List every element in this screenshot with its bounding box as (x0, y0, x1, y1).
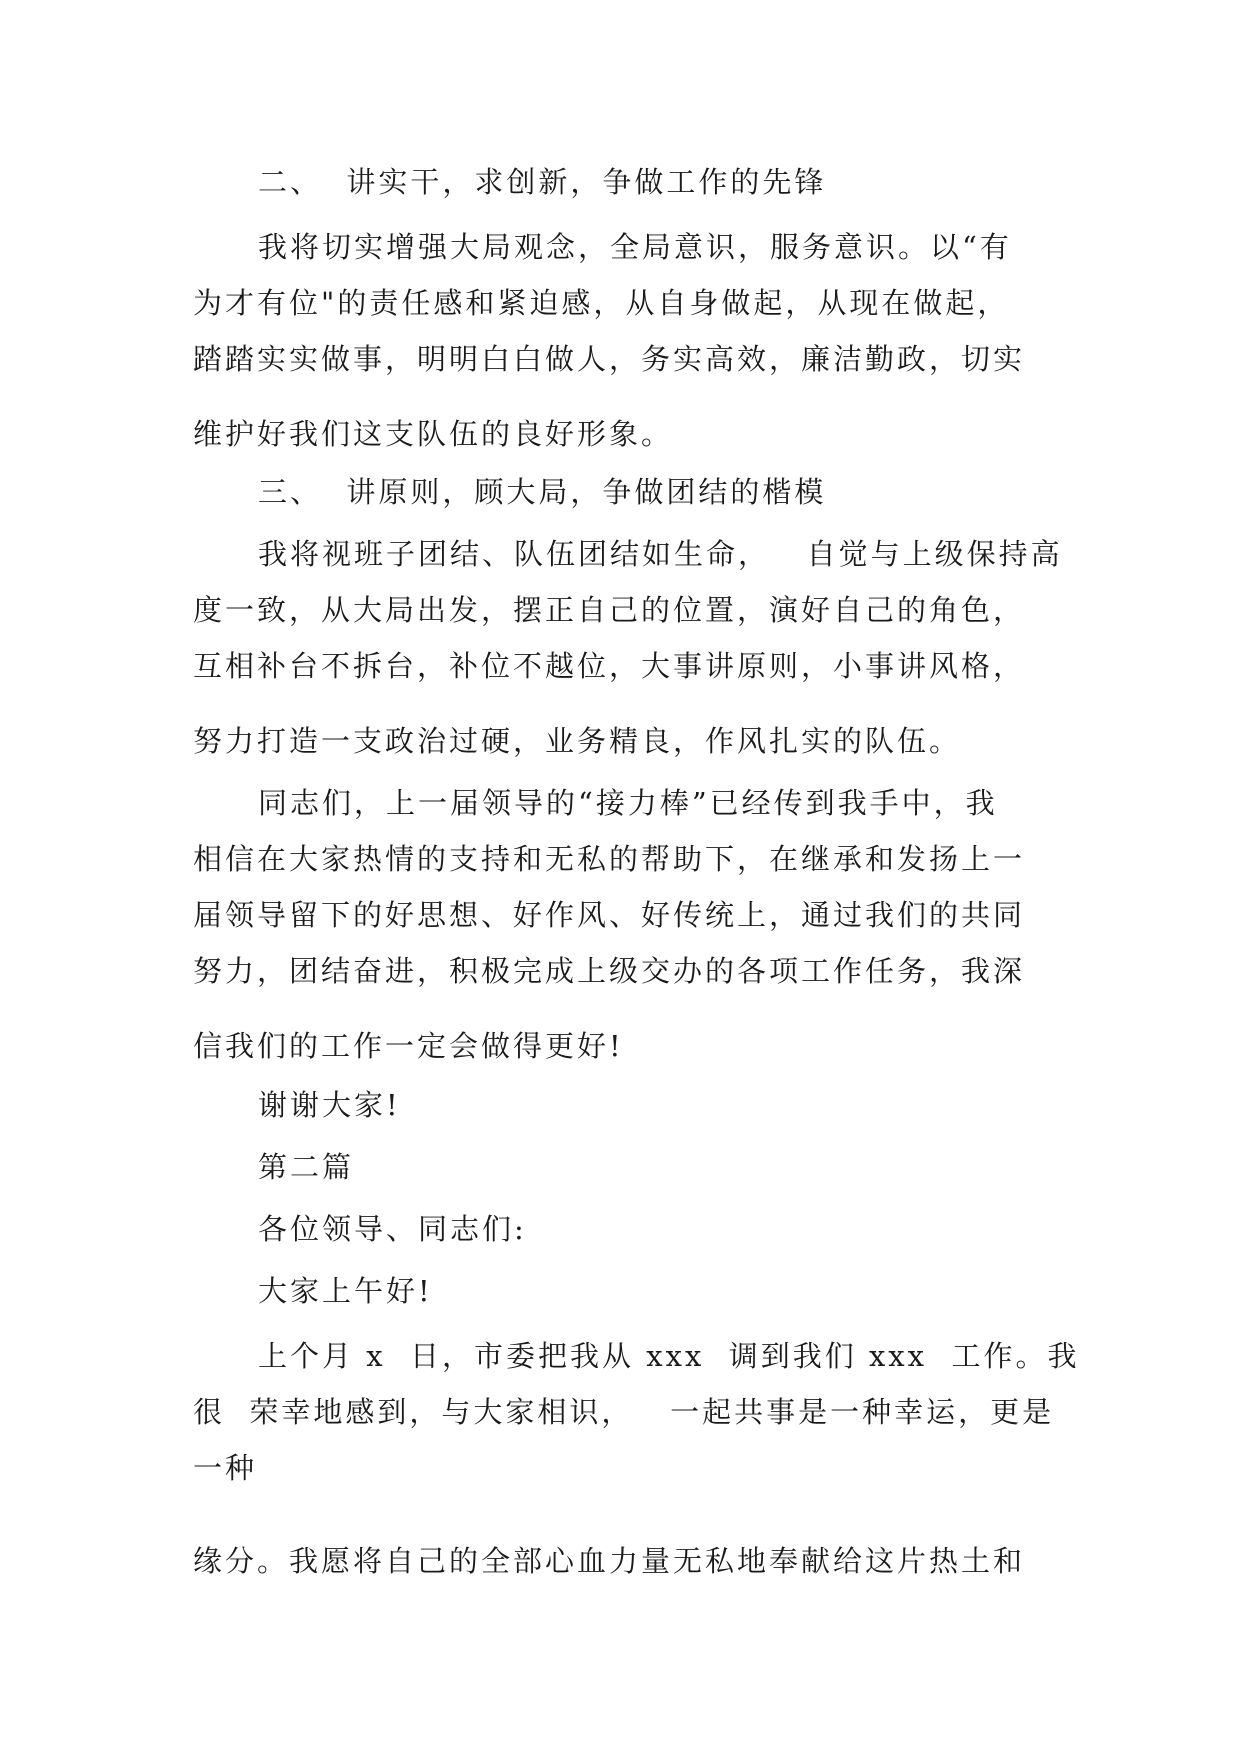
paragraph-line: 缘分。我愿将自己的全部心血力量无私地奉献给这片热土和 (193, 1544, 1026, 1578)
paragraph-line: 互相补台不拆台，补位不越位，大事讲原则，小事讲风格， (193, 649, 1026, 683)
section-heading-2: 二、 讲实干，求创新，争做工作的先锋 (258, 165, 827, 199)
paragraph-line: 踏踏实实做事，明明白白做人，务实高效，廉洁勤政，切实 (193, 342, 1026, 376)
paragraph-line: 相信在大家热情的支持和无私的帮助下，在继承和发扬上一 (193, 842, 1026, 876)
paragraph-line: 维护好我们这支队伍的良好形象。 (193, 417, 674, 451)
paragraph-line: 信我们的工作一定会做得更好! (193, 1029, 624, 1063)
paragraph-line: 我将视班子团结、队伍团结如生命， 自觉与上级保持高 (258, 537, 1063, 571)
paragraph-line: 努力，团结奋进，积极完成上级交办的各项工作任务，我深 (193, 954, 1026, 988)
part-title: 第二篇 (258, 1150, 355, 1184)
paragraph-line: 同志们，上一届领导的“接力棒”已经传到我手中，我 (258, 786, 998, 820)
greeting: 大家上午好! (258, 1274, 433, 1308)
paragraph-line: 一种 (193, 1451, 258, 1485)
paragraph-line: 届领导留下的好思想、好作风、好传统上，通过我们的共同 (193, 898, 1026, 932)
paragraph-line: 度一致，从大局出发，摆正自己的位置，演好自己的角色， (193, 593, 1026, 627)
section-heading-3: 三、 讲原则，顾大局，争做团结的楷模 (258, 475, 827, 509)
paragraph-line: 很 荣幸地感到，与大家相识， 一起共事是一种幸运，更是 (193, 1395, 1055, 1429)
paragraph-line: 为才有位"的责任感和紧迫感，从自身做起，从现在做起， (193, 286, 1010, 320)
paragraph-line: 努力打造一支政治过硬，业务精良，作风扎实的队伍。 (193, 724, 962, 758)
paragraph-line: 我将切实增强大局观念，全局意识，服务意识。以“有 (258, 230, 1012, 264)
closing-thanks: 谢谢大家! (258, 1088, 401, 1122)
paragraph-line: 上个月 x 日，市委把我从 xxx 调到我们 xxx 工作。我 (258, 1339, 1080, 1373)
salutation: 各位领导、同志们: (258, 1212, 527, 1246)
